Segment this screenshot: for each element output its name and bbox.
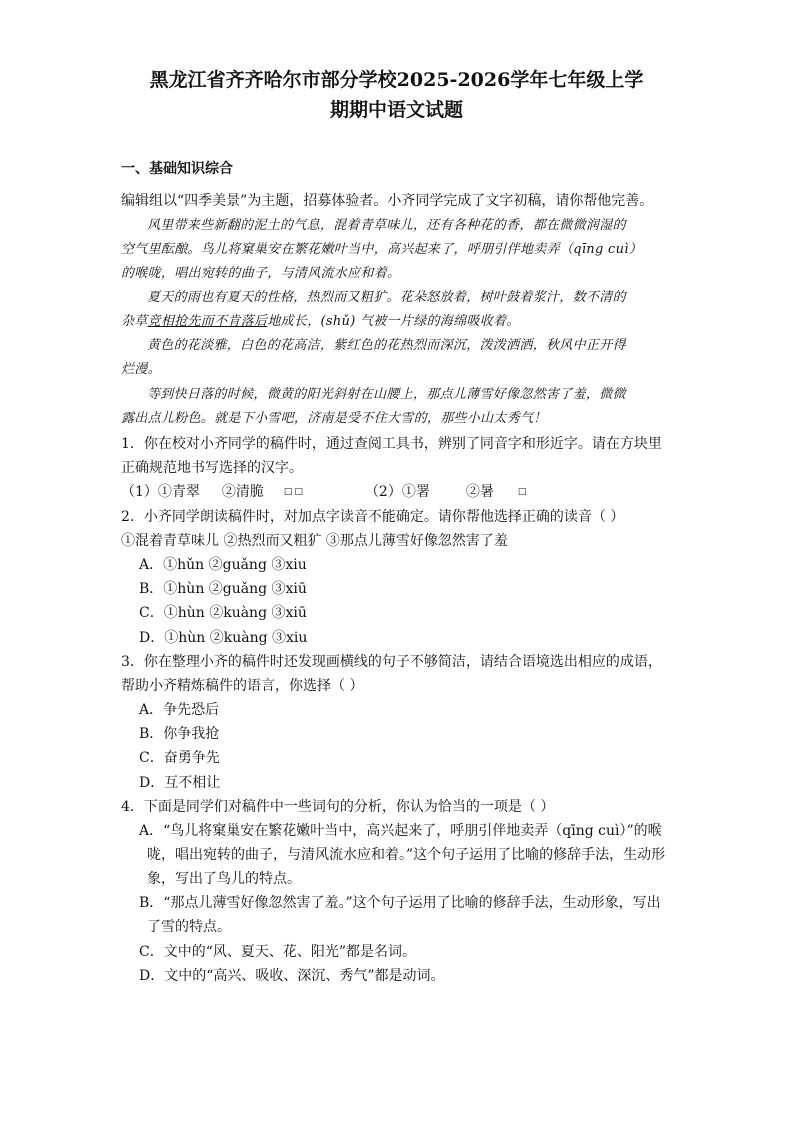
option-b[interactable]: B．“那点儿薄雪好像忽然害了羞。”这个句子运用了比喻的修辞手法，生动形象，写出 bbox=[139, 895, 661, 911]
passage-line: 等到快日落的时候，微黄的阳光斜射在山腰上，那点儿薄雪好像忽然害了羞，微微 bbox=[147, 387, 626, 402]
option-b-continued: 了雪的特点。 bbox=[147, 919, 231, 935]
part-label: （2） bbox=[364, 484, 402, 500]
section-heading: 一、基础知识综合 bbox=[121, 161, 233, 177]
option-text: ②清脆 bbox=[221, 484, 264, 500]
passage-line: 露出点儿粉色。就是下小雪吧，济南是受不住大雪的，那些小山太秀气！ bbox=[121, 411, 547, 426]
intro-text: 编辑组以“四季美景”为主题，招募体验者。小齐同学完成了文字初稿，请你帮他完善。 bbox=[121, 193, 654, 209]
underlined-sentence: 竞相抢先而不肯落后 bbox=[147, 314, 268, 329]
question-3-stem: 帮助小齐精炼稿件的语言，你选择（ ） bbox=[121, 678, 364, 694]
answer-box[interactable]: □ bbox=[517, 487, 529, 497]
option-text: ①青翠 bbox=[157, 484, 200, 500]
option-c[interactable]: C．文中的“风、夏天、花、阳光”都是名词。 bbox=[139, 944, 417, 960]
option-text: ②暑 bbox=[465, 484, 494, 500]
option-a-continued: 象，写出了鸟儿的特点。 bbox=[147, 871, 301, 887]
option-d[interactable]: D．文中的“高兴、吸收、深沉、秀气”都是动词。 bbox=[139, 968, 445, 984]
option-b[interactable]: B．①hùn ②guǎng ③xiū bbox=[139, 581, 307, 597]
question-4-stem: 4．下面是同学们对稿件中一些词句的分析，你认为恰当的一项是（ ） bbox=[121, 799, 555, 815]
passage-line: 风里带来些新翻的泥土的气息，混着青草味儿，还有各种花的香，都在微微润湿的 bbox=[147, 218, 626, 233]
question-1-stem: 正确规范地书写选择的汉字。 bbox=[121, 460, 303, 476]
option-text: ①署 bbox=[401, 484, 430, 500]
part-label: （1） bbox=[121, 484, 158, 500]
option-c[interactable]: C．奋勇争先 bbox=[139, 750, 220, 766]
passage-line: 夏天的雨也有夏天的性格，热烈而又粗犷。花朵怒放着，树叶鼓着浆汁，数不清的 bbox=[147, 290, 626, 305]
passage-line: 黄色的花淡雅，白色的花高洁，紫红色的花热烈而深沉，泼泼洒洒，秋风中正开得 bbox=[147, 338, 626, 353]
passage-text: 地成长，(shǔ) 气被一片绿的海绵吸收着。 bbox=[267, 314, 520, 329]
passage-text: 杂草 bbox=[121, 314, 148, 329]
option-a[interactable]: A．“鸟儿将窠巢安在繁花嫩叶当中，高兴起来了，呼朋引伴地卖弄（qīng cuì）”的喉 bbox=[139, 823, 662, 839]
question-2-items: ①混着青草味儿 ②热烈而又粗犷 ③那点儿薄雪好像忽然害了羞 bbox=[121, 533, 508, 549]
option-a[interactable]: A．争先恐后 bbox=[139, 702, 220, 718]
option-b[interactable]: B．你争我抢 bbox=[139, 726, 220, 742]
passage-line: 的喉咙，唱出宛转的曲子，与清风流水应和着。 bbox=[121, 266, 401, 281]
page-title-line-2: 期期中语文试题 bbox=[329, 99, 463, 121]
passage-line: 烂漫。 bbox=[121, 362, 161, 377]
option-d[interactable]: D．互不相让 bbox=[139, 775, 221, 791]
option-a[interactable]: A．①hǔn ②guǎng ③xiu bbox=[139, 557, 307, 573]
option-a-continued: 咙，唱出宛转的曲子，与清风流水应和着。”这个句子运用了比喻的修辞手法，生动形 bbox=[147, 847, 666, 863]
question-1-stem: 1．你在校对小齐同学的稿件时，通过查阅工具书，辨别了同音字和形近字。请在方块里 bbox=[121, 436, 662, 452]
option-c[interactable]: C．①hùn ②kuàng ③xiū bbox=[139, 605, 307, 621]
passage-line: 空气里酝酿。鸟儿将窠巢安在繁花嫩叶当中，高兴起来了，呼朋引伴地卖弄（qīng cuì） bbox=[121, 242, 643, 257]
question-3-stem: 3．你在整理小齐的稿件时还发现画横线的句子不够简洁，请结合语境选出相应的成语， bbox=[121, 654, 662, 670]
option-d[interactable]: D．①hùn ②kuàng ③xiu bbox=[139, 630, 308, 646]
question-2-stem: 2．小齐同学朗读稿件时，对加点字读音不能确定。请你帮他选择正确的读音（ ） bbox=[121, 509, 625, 525]
page-title-line-1: 黑龙江省齐齐哈尔市部分学校2025-2026学年七年级上学 bbox=[149, 69, 644, 91]
question-1-parts bbox=[121, 480, 681, 504]
passage-line-with-underline bbox=[121, 310, 681, 334]
answer-box[interactable]: □□ bbox=[283, 487, 305, 497]
